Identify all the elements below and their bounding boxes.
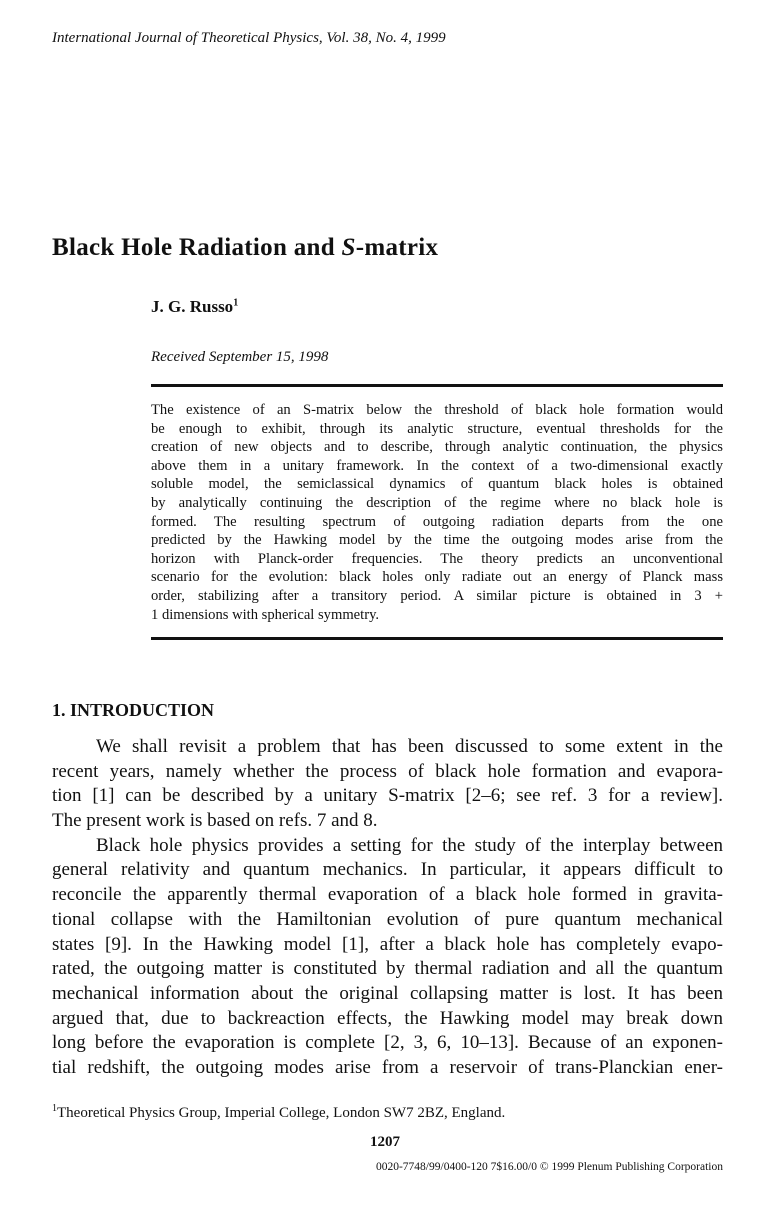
- body-line: argued that, due to backreaction effects, the Hawking model may break down: [52, 1007, 723, 1029]
- body-line: recent years, namely whether the process of black hole formation and evapora-: [52, 760, 723, 782]
- author-footnote-mark: 1: [233, 297, 239, 309]
- abstract-line: The existence of an S-matrix below the threshold of black hole formation would: [151, 402, 723, 418]
- received-date: Received September 15, 1998: [151, 349, 329, 365]
- body-line: The present work is based on refs. 7 and 8.: [52, 810, 378, 832]
- abstract-line: formed. The resulting spectrum of outgoing radiation departs from the one: [151, 513, 723, 530]
- body-line: states [9]. In the Hawking model [1], after a black hole has completely evapo-: [52, 933, 723, 955]
- body-line: We shall revisit a problem that has been discussed to some extent in the: [96, 736, 723, 757]
- abstract-line: creation of new objects and to describe, through analytic continuation, the physics: [151, 439, 723, 456]
- abstract-line: order, stabilizing after a transitory period. A similar picture is obtained in 3 +: [151, 587, 723, 604]
- abstract-top-rule: [151, 384, 723, 387]
- body-line: reconcile the apparently thermal evaporation of a black hole formed in gravita-: [52, 884, 723, 906]
- section-heading: 1. INTRODUCTION: [52, 700, 215, 720]
- paper-title: [52, 234, 438, 262]
- body-line: rated, the outgoing matter is constituted by thermal radiation and all the quantum: [52, 958, 723, 980]
- copyright-line: 0020-7748/99/0400-120 7$16.00/0 © 1999 Plenum Publishing Corporation: [375, 1161, 723, 1173]
- body-text: [52, 735, 723, 1081]
- abstract-line: predicted by the Hawking model by the time the outgoing modes arise from the: [151, 532, 723, 549]
- abstract-line: be enough to exhibit, through its analytic structure, eventual thresholds for the: [151, 420, 723, 437]
- title-part-2: -matrix: [355, 234, 439, 261]
- page-number: 1207: [370, 1134, 400, 1150]
- body-line: mechanical information about the original collapsing matter is lost. It has been: [52, 982, 723, 1004]
- abstract-line: horizon with Planck-order frequencies. The theory predicts an unconventional: [151, 550, 723, 567]
- title-part-1: Black Hole Radiation and: [52, 234, 342, 261]
- abstract: [151, 401, 723, 624]
- abstract-line: 1 dimensions with spherical symmetry.: [151, 606, 380, 623]
- abstract-bottom-rule: [151, 637, 723, 640]
- footnote-mark: 1: [52, 1103, 57, 1114]
- title-italic-s: S: [341, 234, 356, 261]
- body-line: general relativity and quantum mechanics. In particular, it appears difficult to: [52, 859, 723, 881]
- abstract-line: by analytically continuing the description of the regime where no black hole is: [151, 494, 723, 511]
- footnote: [52, 1105, 505, 1122]
- body-line: tional collapse with the Hamiltonian evolution of pure quantum mechanical: [52, 908, 723, 930]
- journal-header: International Journal of Theoretical Physics, Vol. 38, No. 4, 1999: [52, 30, 446, 46]
- footnote-text: Theoretical Physics Group, Imperial College, London SW7 2BZ, England.: [57, 1105, 506, 1121]
- body-line: tion [1] can be described by a unitary S-matrix [2–6; see ref. 3 for a review].: [52, 785, 723, 807]
- author-name: J. G. Russo: [151, 297, 234, 316]
- author: [151, 297, 238, 317]
- abstract-line: soluble model, the semiclassical dynamics of quantum black holes is obtained: [151, 476, 723, 493]
- body-line: Black hole physics provides a setting for the study of the interplay between: [96, 834, 723, 856]
- abstract-line: scenario for the evolution: black holes only radiate out an energy of Planck mass: [151, 569, 723, 586]
- abstract-line: above them in a unitary framework. In the context of a two-dimensional exactly: [151, 457, 723, 474]
- body-line: long before the evaporation is complete [2, 3, 6, 10–13]. Because of an exponen-: [52, 1032, 723, 1054]
- body-line: tial redshift, the outgoing modes arise from a reservoir of trans-Planckian ener-: [52, 1056, 723, 1078]
